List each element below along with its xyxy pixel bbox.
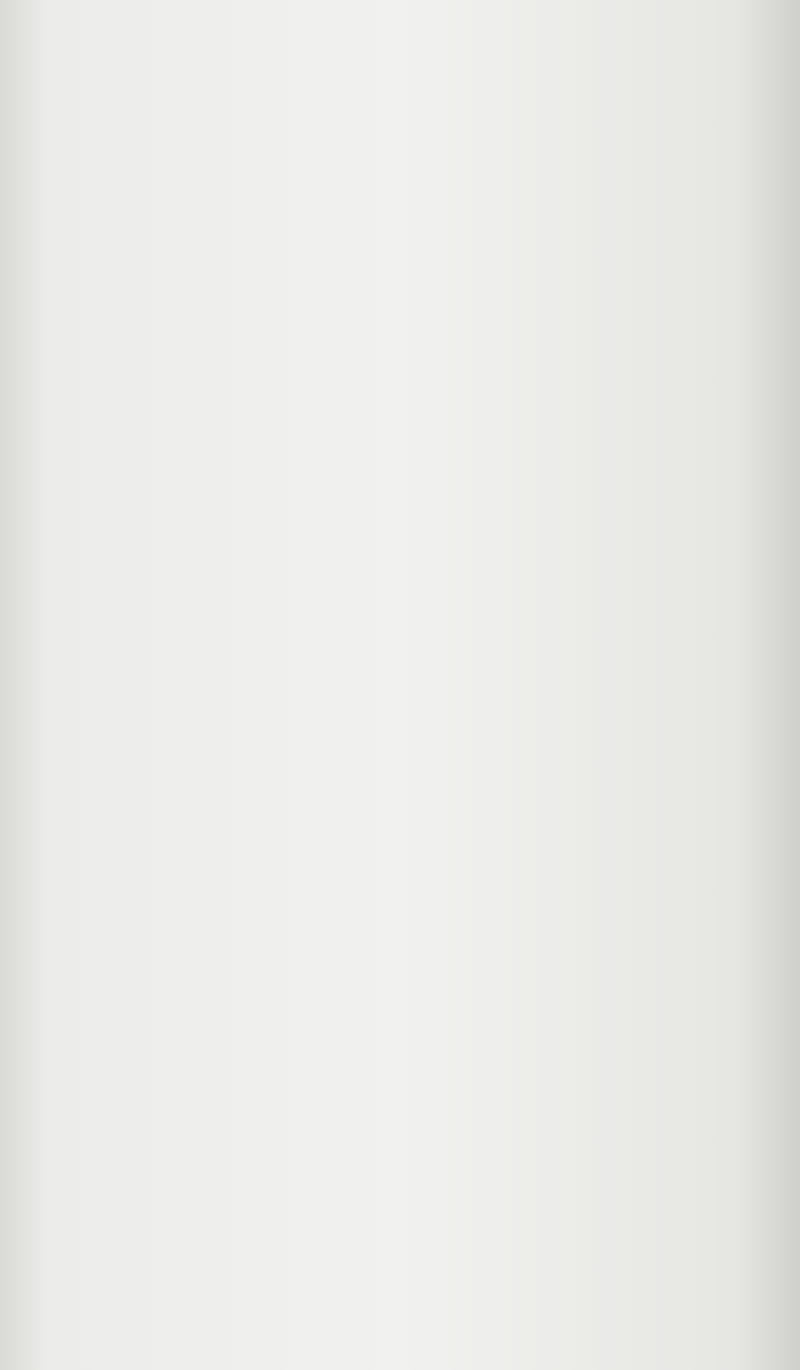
page-header — [30, 38, 725, 78]
